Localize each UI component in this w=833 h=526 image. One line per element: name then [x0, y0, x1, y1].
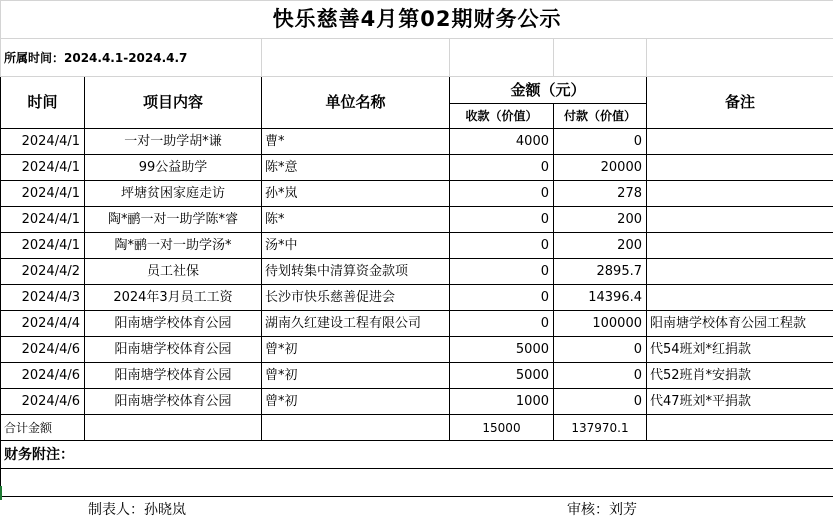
cell-remark: 代54班刘*红捐款 — [647, 337, 833, 363]
table-row — [1, 311, 833, 337]
cell-project: 一对一助学胡*谦 — [85, 129, 262, 155]
cell-project: 陶*鹂一对一助学汤* — [85, 233, 262, 259]
cell-date: 2024/4/1 — [1, 155, 85, 181]
cell-expense: 200 — [554, 207, 647, 233]
table-row — [1, 389, 833, 415]
cell-income: 5000 — [450, 337, 554, 363]
cell-date: 2024/4/3 — [1, 285, 85, 311]
cell-remark — [647, 259, 833, 285]
cell-unit: 曹* — [262, 129, 450, 155]
cell-unit: 湖南久红建设工程有限公司 — [262, 311, 450, 337]
reviewer-label: 审核：刘芳 — [554, 497, 833, 523]
cell-project: 陶*鹂一对一助学陈*睿 — [85, 207, 262, 233]
cell-expense: 0 — [554, 363, 647, 389]
cell-income: 0 — [450, 311, 554, 337]
cell-date: 2024/4/1 — [1, 207, 85, 233]
cell-date: 2024/4/6 — [1, 389, 85, 415]
totals-label: 合计金额 — [1, 415, 85, 441]
totals-expense: 137970.1 — [554, 415, 647, 441]
table-row — [1, 285, 833, 311]
cell-remark — [647, 155, 833, 181]
cell-income: 0 — [450, 233, 554, 259]
cell-project: 阳南塘学校体育公园 — [85, 389, 262, 415]
cell-date: 2024/4/6 — [1, 337, 85, 363]
header-time: 时间 — [1, 77, 85, 129]
cell-expense: 0 — [554, 337, 647, 363]
cell-remark — [647, 285, 833, 311]
cell-remark — [647, 129, 833, 155]
cell-unit: 曾*初 — [262, 337, 450, 363]
cell-date: 2024/4/4 — [1, 311, 85, 337]
cell-project: 坪塘贫困家庭走访 — [85, 181, 262, 207]
table-row — [1, 155, 833, 181]
table-row — [1, 259, 833, 285]
cell-expense: 278 — [554, 181, 647, 207]
cell-date: 2024/4/1 — [1, 181, 85, 207]
notes-area — [1, 469, 833, 497]
cell-unit: 孙*岚 — [262, 181, 450, 207]
cell-income: 0 — [450, 285, 554, 311]
cell-unit: 汤*中 — [262, 233, 450, 259]
cell-income: 0 — [450, 181, 554, 207]
cell-unit: 陈* — [262, 207, 450, 233]
header-project: 项目内容 — [85, 77, 262, 129]
cell-date: 2024/4/1 — [1, 233, 85, 259]
header-unit: 单位名称 — [262, 77, 450, 129]
row-marker — [0, 486, 2, 500]
cell-income: 0 — [450, 155, 554, 181]
cell-project: 阳南塘学校体育公园 — [85, 363, 262, 389]
cell-remark — [647, 181, 833, 207]
table-row — [1, 129, 833, 155]
cell-expense: 0 — [554, 389, 647, 415]
cell-income: 4000 — [450, 129, 554, 155]
table-row — [1, 337, 833, 363]
cell-project: 2024年3月员工工资 — [85, 285, 262, 311]
cell-remark — [647, 233, 833, 259]
page-title: 快乐慈善4月第02期财务公示 — [1, 1, 833, 39]
table-row — [1, 363, 833, 389]
notes-label: 财务附注： — [1, 441, 833, 469]
cell-remark: 代47班刘*平捐款 — [647, 389, 833, 415]
cell-expense: 200 — [554, 233, 647, 259]
cell-unit: 待划转集中清算资金款项 — [262, 259, 450, 285]
cell-income: 0 — [450, 207, 554, 233]
cell-unit: 曾*初 — [262, 389, 450, 415]
cell-expense: 2895.7 — [554, 259, 647, 285]
preparer-label: 制表人：孙晓岚 — [85, 497, 450, 523]
cell-unit: 陈*意 — [262, 155, 450, 181]
cell-unit: 曾*初 — [262, 363, 450, 389]
cell-income: 0 — [450, 259, 554, 285]
cell-remark: 代52班肖*安捐款 — [647, 363, 833, 389]
header-expense: 付款（价值） — [554, 104, 647, 129]
cell-project: 99公益助学 — [85, 155, 262, 181]
cell-project: 阳南塘学校体育公园 — [85, 311, 262, 337]
cell-expense: 20000 — [554, 155, 647, 181]
cell-expense: 0 — [554, 129, 647, 155]
cell-date: 2024/4/1 — [1, 129, 85, 155]
cell-expense: 100000 — [554, 311, 647, 337]
table-row — [1, 207, 833, 233]
table-row — [1, 181, 833, 207]
table-row — [1, 233, 833, 259]
cell-remark — [647, 207, 833, 233]
header-remark: 备注 — [647, 77, 833, 129]
cell-unit: 长沙市快乐慈善促进会 — [262, 285, 450, 311]
cell-income: 1000 — [450, 389, 554, 415]
cell-income: 5000 — [450, 363, 554, 389]
cell-remark: 阳南塘学校体育公园工程款 — [647, 311, 833, 337]
header-income: 收款（价值） — [450, 104, 554, 129]
cell-expense: 14396.4 — [554, 285, 647, 311]
cell-date: 2024/4/2 — [1, 259, 85, 285]
totals-income: 15000 — [450, 415, 554, 441]
period-label: 所属时间：2024.4.1-2024.4.7 — [1, 39, 262, 77]
cell-date: 2024/4/6 — [1, 363, 85, 389]
cell-project: 阳南塘学校体育公园 — [85, 337, 262, 363]
cell-project: 员工社保 — [85, 259, 262, 285]
header-amount: 金额（元） — [450, 77, 647, 104]
